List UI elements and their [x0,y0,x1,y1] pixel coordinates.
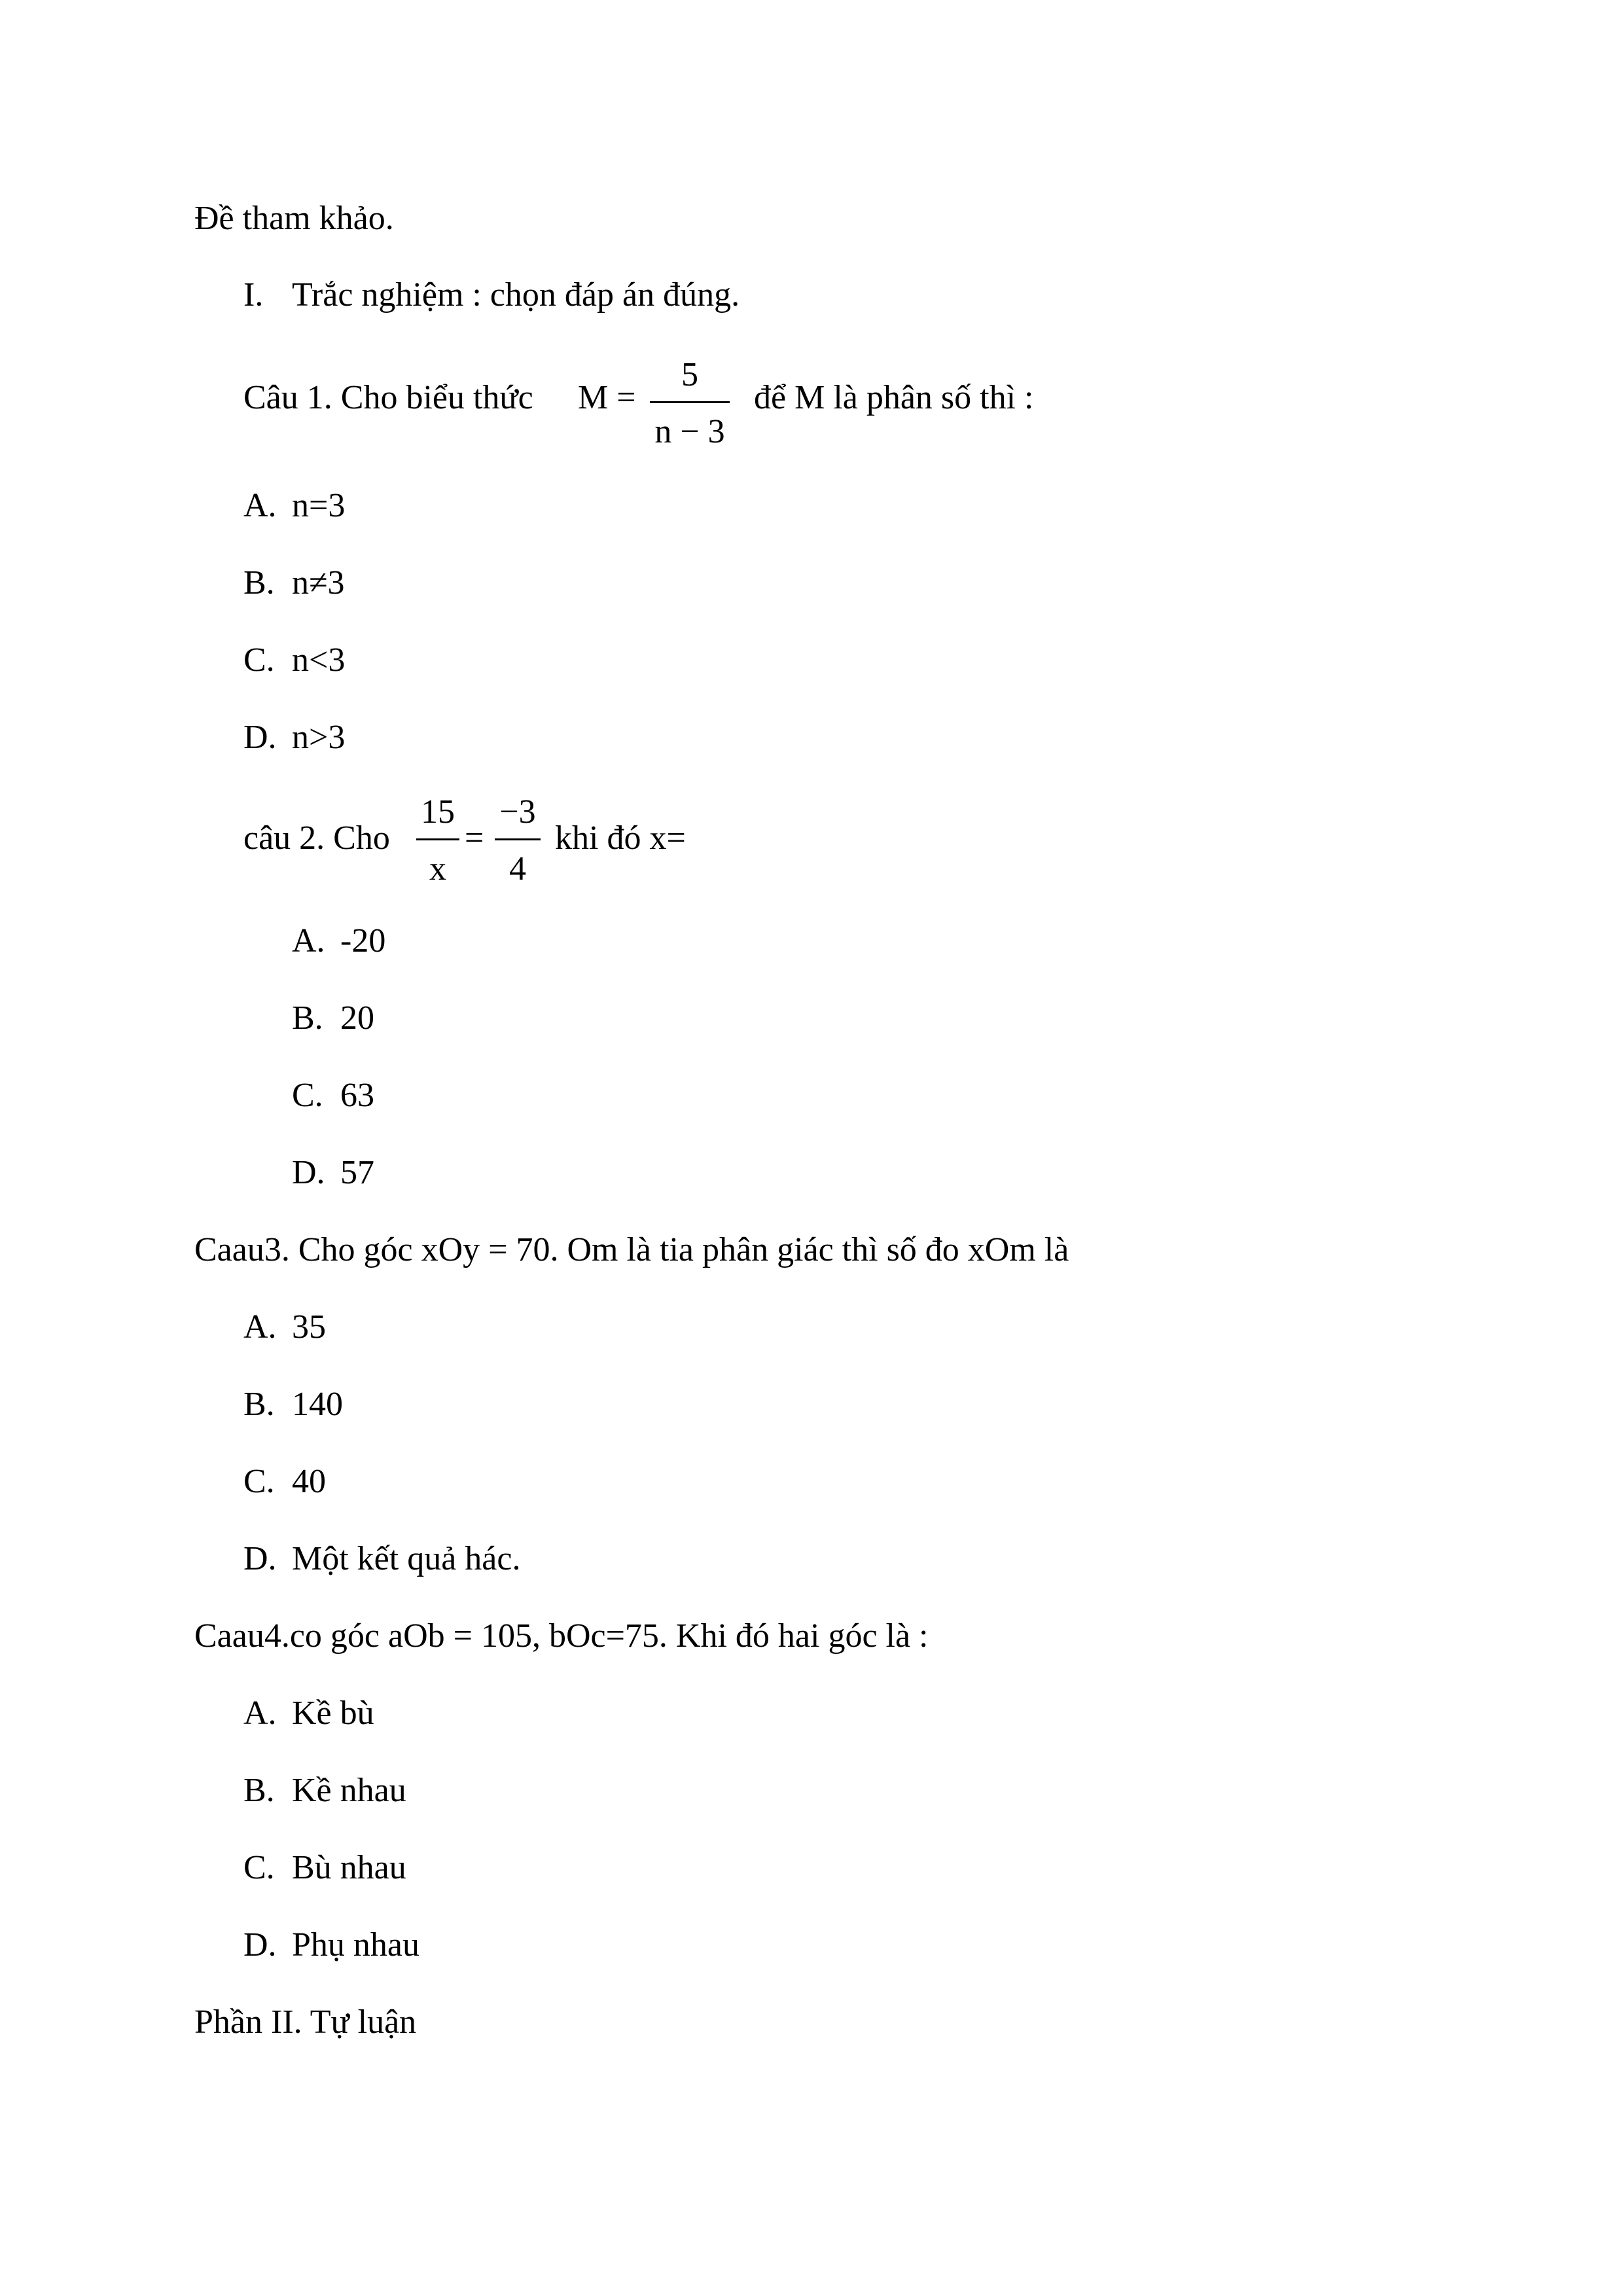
q4-option-a-letter: A. [243,1695,277,1732]
q1-fraction [650,358,730,449]
q4-option-b-text: Kề nhau [292,1772,406,1809]
q4-option-c-text: Bù nhau [292,1849,406,1886]
q4-option-d-text: Phụ nhau [292,1926,419,1964]
q3-option-c-letter: C. [243,1463,275,1500]
q1-lhs: M = [578,379,636,416]
q1-option-a-text: n=3 [292,487,346,524]
q2-option-b-text: 20 [340,999,374,1037]
part2-heading: Phần II. Tự luận [194,2003,417,2041]
q4-option-c-letter: C. [243,1849,275,1886]
q1-option-c-text: n<3 [292,641,346,679]
q2-option-a-letter: A. [292,922,325,960]
q3-option-b-text: 140 [292,1386,343,1423]
section-number: I. [243,276,264,314]
q4-text: Caau4.co góc aOb = 105, bOc=75. Khi đó hai góc là : [194,1617,929,1655]
q4-option-d-letter: D. [243,1926,277,1964]
q3-option-a-letter: A. [243,1308,277,1346]
q4-option-a-text: Kề bù [292,1695,374,1732]
q1-option-a-letter: A. [243,487,277,524]
q1-option-c-letter: C. [243,641,275,679]
q1-fraction-numerator: 5 [681,356,698,393]
q2-equals: = [465,819,484,857]
q2-option-c-letter: C. [292,1077,323,1114]
q2-option-d-letter: D. [292,1154,325,1191]
q2-option-b-letter: B. [292,999,323,1037]
document-title: Đề tham khảo. [194,200,394,237]
q2-option-d-text: 57 [340,1154,374,1191]
section-heading: Trắc nghiệm : chọn đáp án đúng. [292,276,740,314]
q3-option-d-letter: D. [243,1540,277,1577]
q2-fraction-left-numerator: 15 [421,793,455,831]
q2-prefix: câu 2. Cho [243,819,390,857]
q1-suffix: để M là phân số thì : [754,379,1034,416]
q1-prefix: Câu 1. Cho biểu thức [243,379,533,416]
q3-option-b-letter: B. [243,1386,275,1423]
q2-option-a-text: -20 [340,922,386,960]
q2-option-c-text: 63 [340,1077,374,1114]
q1-fraction-denominator: n − 3 [654,413,725,450]
q3-option-c-text: 40 [292,1463,326,1500]
q2-fraction-right-numerator: −3 [499,793,536,831]
q1-option-b-letter: B. [243,564,275,601]
q1-option-b-text: n≠3 [292,564,345,601]
q2-fraction-right-denominator: 4 [509,850,526,888]
q2-fraction-left-denominator: x [429,850,446,888]
q3-option-d-text: Một kết quả hác. [292,1540,521,1577]
q4-option-b-letter: B. [243,1772,275,1809]
q2-fraction-left [416,795,459,886]
q3-text: Caau3. Cho góc xOy = 70. Om là tia phân giác thì số đo xOm là [194,1231,1069,1268]
q1-option-d-letter: D. [243,719,277,756]
q1-option-d-text: n>3 [292,719,346,756]
q3-option-a-text: 35 [292,1308,326,1346]
q2-suffix: khi đó x= [555,819,686,857]
q2-fraction-right [495,795,541,886]
